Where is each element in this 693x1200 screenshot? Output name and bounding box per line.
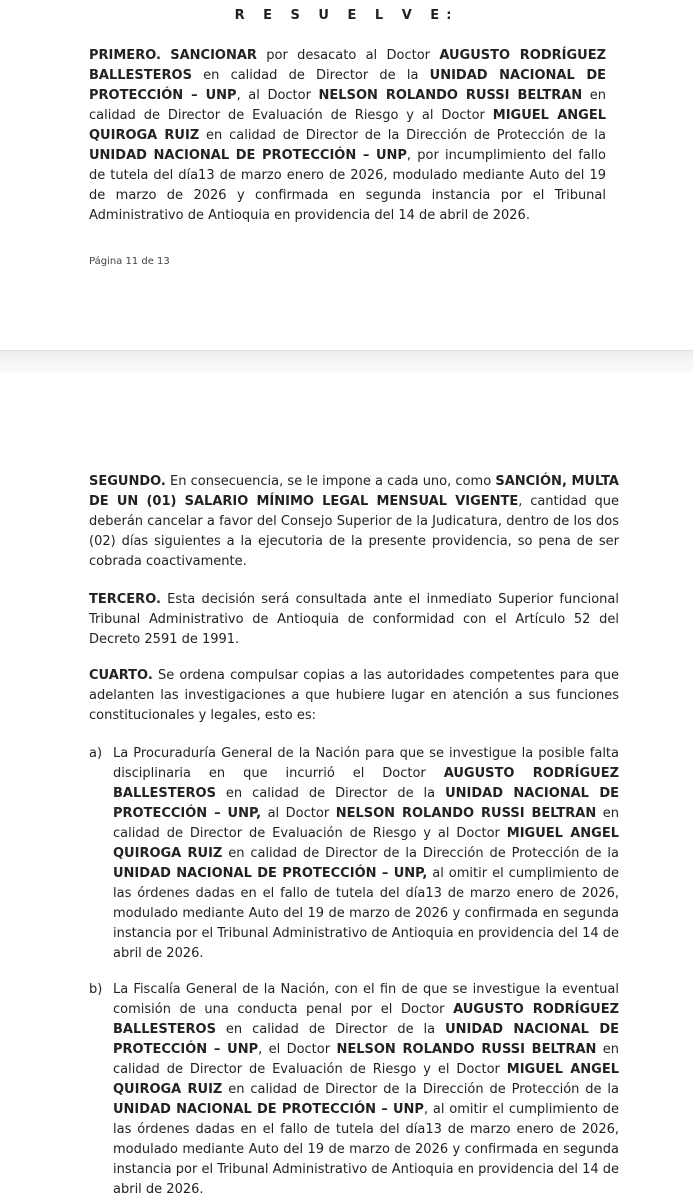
bold-text: SANCIONAR — [170, 48, 257, 63]
bold-text: UNIDAD NACIONAL DE PROTECCIÓN – UNP, — [113, 786, 620, 821]
bold-text: MIGUEL ANGEL QUIROGA RUIZ — [113, 826, 619, 861]
list-marker-a: a) — [89, 746, 103, 761]
bold-text: TERCERO. — [89, 592, 161, 607]
document-page-11 — [0, 0, 693, 350]
bold-text: SANCIÓN, MULTA DE UN (01) SALARIO MÍNIMO LEGAL MENSUAL VIGENTE — [89, 474, 619, 509]
paragraph-primero: PRIMERO. SANCIONAR por desacato al Doctor AUGUSTO RODRÍGUEZ BALLESTEROS en calidad de Director de la UNIDAD NACIONAL DE PROTECCIÓN – UNP, al Doctor NELSON ROLANDO RUSSI BELTRAN en calidad de Director de Evaluación de Riesgo y al Doctor MIGUEL ANGEL QUIROGA RUIZ en calidad de Director de la Dirección de Protección de la UNIDAD NACIONAL DE PROTECCIÓN – UNP, por incumplimiento del fallo de tutela del día13 de marzo enero de 2026, modulado mediante Auto del 19 de marzo de 2026 y confirmada en segunda instancia por el Tribunal Administrativo de Antioquia en providencia del 14 de abril de 2026. — [89, 48, 607, 223]
bold-text: AUGUSTO RODRÍGUEZ BALLESTEROS — [113, 766, 620, 801]
paragraph-cuarto: CUARTO. Se ordena compulsar copias a las autoridades competentes para que adelanten las investigaciones a que hubiere lugar en atención a sus funciones constitucionales y legales, esto es: — [89, 668, 619, 723]
resolution-heading: R E S U E L V E: — [234, 8, 459, 23]
paragraph-segundo: SEGUNDO. En consecuencia, se le impone a cada uno, como SANCIÓN, MULTA DE UN (01) SALARIO MÍNIMO LEGAL MENSUAL VIGENTE, cantidad que deberán cancelar a favor del Consejo Superior de la Judicatura, dentro de los dos (02) días siguientes a la ejecutoria de la presente providencia, so pena de ser cobrada coactivamente. — [89, 474, 619, 569]
bold-text: MIGUEL ANGEL QUIROGA RUIZ — [89, 108, 606, 143]
bold-text: UNIDAD NACIONAL DE PROTECCIÓN – UNP — [89, 68, 606, 103]
list-item-b-text: La Fiscalía General de la Nación, con el fin de que se investigue la eventual comisión de una conducta penal por el Doctor AUGUSTO RODRÍGUEZ BALLESTEROS en calidad de Director de la UNIDAD NACIONAL DE PROTECCIÓN – UNP, el Doctor NELSON ROLANDO RUSSI BELTRAN en calidad de Director de Evaluación de Riesgo y el Doctor MIGUEL ANGEL QUIROGA RUIZ en calidad de Director de la Dirección de Protección de la UNIDAD NACIONAL DE PROTECCIÓN – UNP, al omitir el cumplimiento de las órdenes dadas en el fallo de tutela del día13 de marzo enero de 2026, modulado mediante Auto del 19 de marzo de 2026 y confirmada en segunda instancia por el Tribunal Administrativo de Antioquia en providencia del 14 de abril de 2026. — [113, 982, 620, 1197]
bold-text: UNIDAD NACIONAL DE PROTECCIÓN – UNP — [113, 1022, 620, 1057]
page-separator — [0, 350, 693, 373]
document-page-12 — [0, 372, 693, 1200]
bold-text: NELSON ROLANDO RUSSI BELTRAN — [336, 1042, 597, 1057]
bold-text: UNIDAD NACIONAL DE PROTECCIÓN – UNP — [113, 1102, 424, 1117]
bold-text: UNIDAD NACIONAL DE PROTECCIÓN – UNP, — [113, 866, 428, 881]
page-number: Página 11 de 13 — [89, 256, 170, 267]
bold-text: PRIMERO. — [89, 48, 161, 63]
bold-text: AUGUSTO RODRÍGUEZ BALLESTEROS — [89, 48, 607, 83]
bold-text: UNIDAD NACIONAL DE PROTECCIÓN – UNP — [89, 148, 407, 163]
list-item-a-text: La Procuraduría General de la Nación para que se investigue la posible falta disciplinaria en que incurrió el Doctor AUGUSTO RODRÍGUEZ BALLESTEROS en calidad de Director de la UNIDAD NACIONAL DE PROTECCIÓN – UNP, al Doctor NELSON ROLANDO RUSSI BELTRAN en calidad de Director de Evaluación de Riesgo y al Doctor MIGUEL ANGEL QUIROGA RUIZ en calidad de Director de la Dirección de Protección de la UNIDAD NACIONAL DE PROTECCIÓN – UNP, al omitir el cumplimiento de las órdenes dadas en el fallo de tutela del día13 de marzo enero de 2026, modulado mediante Auto del 19 de marzo de 2026 y confirmada en segunda instancia por el Tribunal Administrativo de Antioquia en providencia del 14 de abril de 2026. — [113, 746, 620, 961]
list-marker-b: b) — [89, 982, 103, 997]
bold-text: NELSON ROLANDO RUSSI BELTRAN — [318, 88, 583, 103]
bold-text: AUGUSTO RODRÍGUEZ BALLESTEROS — [113, 1002, 620, 1037]
bold-text: CUARTO. — [89, 668, 153, 683]
bold-text: SEGUNDO. — [89, 474, 166, 489]
bold-text: NELSON ROLANDO RUSSI BELTRAN — [335, 806, 597, 821]
bold-text: MIGUEL ANGEL QUIROGA RUIZ — [113, 1062, 619, 1097]
paragraph-tercero: TERCERO. Esta decisión será consultada ante el inmediato Superior funcional Tribunal Administrativo de Antioquia de conformidad con el Artículo 52 del Decreto 2591 de 1991. — [89, 592, 619, 647]
